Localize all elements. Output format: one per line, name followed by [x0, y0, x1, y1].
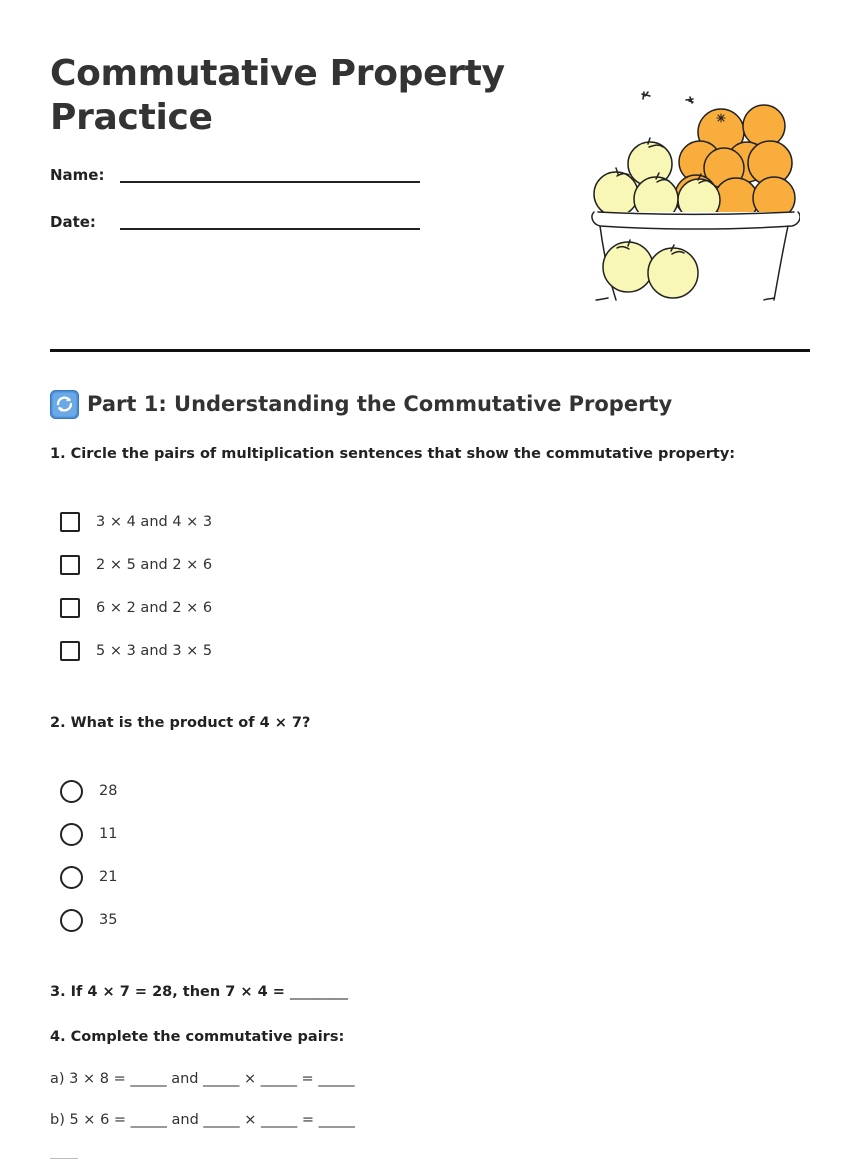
checkbox[interactable]: [60, 598, 80, 618]
checkbox[interactable]: [60, 555, 80, 575]
question-3-text: 3. If 4 × 7 = 28, then 7 × 4 =: [50, 984, 285, 1000]
q1-option[interactable]: [60, 509, 212, 535]
section-divider: [50, 349, 810, 352]
option-label: 21: [99, 869, 118, 885]
question-3-prompt: [50, 982, 348, 1002]
page-title: Commutative Property Practice: [50, 53, 505, 138]
q2-option[interactable]: [60, 821, 117, 847]
name-line[interactable]: [120, 181, 420, 183]
q1-option[interactable]: [60, 595, 212, 621]
option-label: 35: [99, 912, 118, 928]
q2-option[interactable]: [60, 864, 117, 890]
radio-button[interactable]: [60, 866, 83, 889]
q2-option[interactable]: [60, 907, 117, 933]
next-item-stub: [50, 1158, 78, 1162]
radio-button[interactable]: [60, 780, 83, 803]
question-4-prompt: 4. Complete the commutative pairs:: [50, 1029, 345, 1045]
fruit-basket-icon: [538, 84, 800, 306]
option-label: 5 × 3 and 3 × 5: [96, 643, 213, 659]
part1-heading: Part 1: Understanding the Commutative Property: [87, 392, 673, 416]
date-label: Date:: [50, 213, 96, 231]
question-1-prompt: 1. Circle the pairs of multiplication sentences that show the commutative property:: [50, 446, 736, 462]
q4-item-a[interactable]: a) 3 × 8 = _____ and _____ × _____ = _____: [50, 1071, 355, 1087]
repeat-arrows-icon: [50, 390, 79, 419]
name-label: Name:: [50, 166, 105, 184]
option-label: 11: [99, 826, 118, 842]
date-line[interactable]: [120, 228, 420, 230]
checkbox[interactable]: [60, 641, 80, 661]
checkbox[interactable]: [60, 512, 80, 532]
option-label: 28: [99, 783, 118, 799]
worksheet-page: [50, 0, 810, 1161]
part1-heading-row: [50, 388, 672, 420]
q4-item-b[interactable]: b) 5 × 6 = _____ and _____ × _____ = _____: [50, 1112, 355, 1128]
option-label: 6 × 2 and 2 × 6: [96, 600, 213, 616]
q2-option[interactable]: [60, 778, 117, 804]
question-2-prompt: 2. What is the product of 4 × 7?: [50, 715, 311, 731]
option-label: 2 × 5 and 2 × 6: [96, 557, 213, 573]
question-3-blank[interactable]: ________: [289, 984, 348, 1000]
date-field-row: [50, 212, 420, 236]
option-label: 3 × 4 and 4 × 3: [96, 514, 213, 530]
q1-option[interactable]: [60, 638, 212, 664]
name-field-row: [50, 165, 420, 189]
radio-button[interactable]: [60, 909, 83, 932]
radio-button[interactable]: [60, 823, 83, 846]
q1-option[interactable]: [60, 552, 212, 578]
